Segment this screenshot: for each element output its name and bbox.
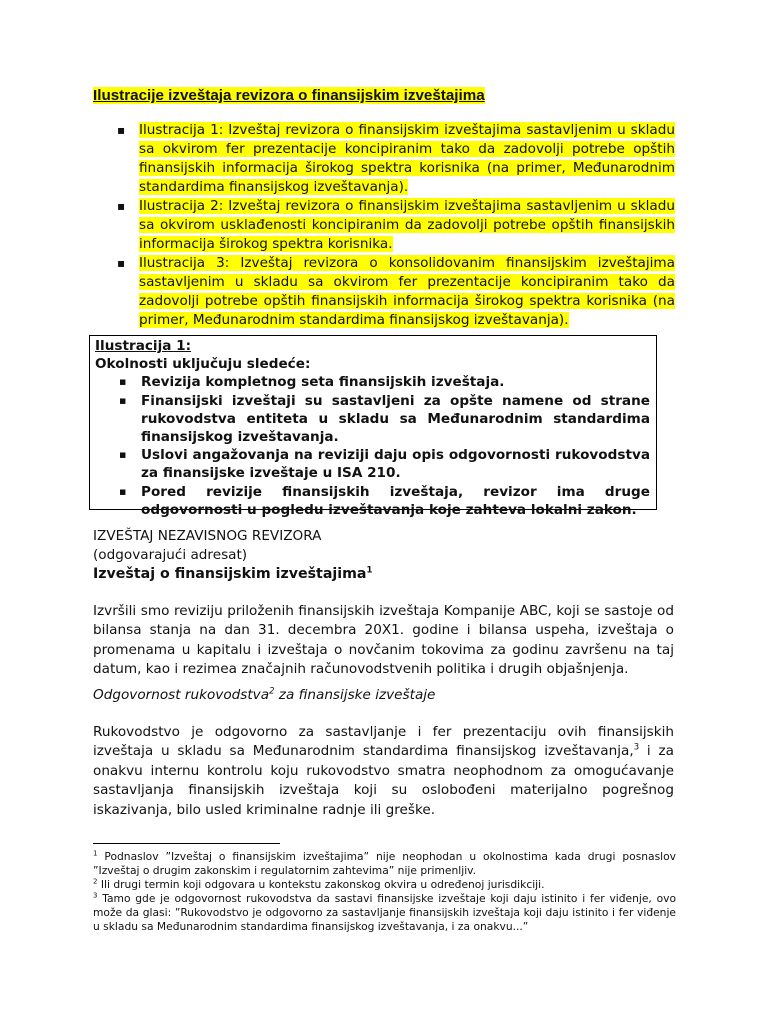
footnote-text: Podnaslov ”Izveštaj o finansijskim izveštajima” nije neophodan u okolnostima kada drugi posnaslov ”Izveštaj o drugim zakonskim i regulatornim zahtevima” nije primenljiv. (93, 850, 676, 877)
report-subheading-text: Izveštaj o finansijskim izveštajima (93, 566, 367, 582)
bullet-icon: ▪ (119, 375, 127, 389)
footnote-2 (93, 878, 676, 892)
illustrations-list (117, 121, 675, 330)
illustration-text: Ilustracija 1: Izveštaj revizora o finansijskim izveštajima sastavljenim u skladu sa okvirom fer prezentacije koncipiranim tako da zadovolji potrebe opštih finansijskih informacija širokog spektra korisnika (na primer, Međunarodnim standardima finansijskog izveštavanja). (139, 122, 675, 195)
intro-paragraph: Izvršili smo reviziju priloženih finansijskih izveštaja Kompanije ABC, koji se sastoje od bilansa stanja na dan 31. decembra 20X1. godine i bilansa uspeha, izveštaja o promenama u kapitalu i izveštaja o novčanim tokovima za godinu završenu na taj datum, kao i rezimea značajnih računovodstvenih politika i drugih objašnjenja. (93, 603, 674, 678)
bullet-icon: ▪ (119, 393, 127, 407)
document-title (93, 87, 485, 104)
bullet-icon: ▪ (117, 199, 126, 213)
circumstance-text: Revizija kompletnog seta finansijskih izveštaja. (141, 374, 505, 391)
bullet-icon: ▪ (119, 484, 127, 498)
responsibility-paragraph (93, 723, 674, 820)
footnote-1 (93, 850, 676, 878)
illustration-item-3 (117, 254, 675, 330)
circumstances-list (95, 373, 650, 519)
footnote-number: 1 (93, 849, 98, 858)
circumstance-text: Pored revizije finansijskih izveštaja, revizor ima druge odgovornosti u pogledu izveštavanja koje zahteva lokalni zakon. (141, 483, 650, 518)
box-title: Ilustracija 1: (95, 338, 192, 354)
bullet-icon: ▪ (117, 256, 126, 270)
report-addressee: (odgovarajući adresat) (93, 547, 248, 563)
report-subheading (93, 565, 372, 584)
circumstance-item (119, 373, 650, 391)
report-heading: IZVEŠTAJ NEZAVISNOG REVIZORA (93, 528, 322, 544)
responsibility-text: Rukovodstvo je odgovorno za sastavljanje i fer prezentaciju ovih finansijskih izveštaja u skladu sa Međunarodnim standardima finansijskog izveštavanja, (93, 724, 674, 760)
footnote-ref-3: 3 (633, 742, 640, 753)
footnote-ref-2: 2 (269, 686, 275, 697)
responsibility-heading (93, 687, 435, 703)
illustration-text: Ilustracija 2: Izveštaj revizora o finansijskim izveštajima sastavljenim u skladu sa okvirom usklađenosti koncipiranim da zadovolji potrebe opštih finansijskih informacija širokog spektra korisnika. (139, 198, 675, 252)
footnote-number: 2 (93, 877, 98, 886)
circumstance-item (119, 446, 650, 482)
bullet-icon: ▪ (117, 123, 126, 137)
footnote-ref-1: 1 (366, 565, 373, 576)
report-header (93, 527, 372, 584)
responsibility-heading-text: Odgovornost rukovodstva (93, 687, 270, 703)
illustration-text: Ilustracija 3: Izveštaj revizora o konsolidovanim finansijskim izveštajima sastavljenim u skladu sa okvirom fer prezentacije koncipiranim tako da zadovolji potrebe opštih finansijskih informacija širokog spektra korisnika (na primer, Međunarodnim standardima finansijskog izveštavanja). (139, 255, 675, 328)
box-subtitle: Okolnosti uključuju sledeće: (95, 356, 311, 373)
footnote-text: Tamo gde je odgovornost rukovodstva da sastavi finansijske izveštaje koji daju istinito i fer viđenje, ovo može da glasi: ”Rukovodstvo je odgovorno za sastavljanje finansijskih izveštaja koji daju istinito i fer viđenje u skladu sa Međunarodnim standardima finansijskog izveštavanja, i za onakvu...” (93, 892, 676, 933)
footnote-number: 3 (93, 891, 98, 900)
circumstance-item (119, 483, 650, 519)
footnote-divider (93, 843, 280, 844)
illustration-1-box (89, 335, 657, 518)
circumstance-text: Uslovi angažovanja na reviziji daju opis odgovornosti rukovodstva za finansijske izveštaje u ISA 210. (141, 447, 650, 482)
illustration-item-1 (117, 121, 675, 197)
circumstance-item (119, 392, 650, 447)
footnote-3 (93, 892, 676, 934)
illustration-item-2 (117, 197, 675, 254)
footnote-text: Ili drugi termin koji odgovara u kontekstu zakonskog okvira u određenoj jurisdikciji. (97, 878, 545, 891)
circumstance-text: Finansijski izveštaji su sastavljeni za opšte namene od strane rukovodstva entiteta u skladu sa Međunarodnim standardima finansijskog izveštavanja. (141, 392, 650, 446)
bullet-icon: ▪ (119, 448, 127, 462)
responsibility-text-tail: i za onakvu internu kontrolu koju rukovodstvo smatra neophodnom za omogućavanje sastavljanja finansijskih izveštaja koji su oslobođeni materijalno pogrešnog iskazivanja, bilo usled kriminalne radnje ili greške. (93, 743, 674, 818)
responsibility-heading-tail: za finansijske izveštaje (274, 687, 436, 703)
document-title-text: Ilustracije izveštaja revizora o finansijskim izveštajima (93, 87, 485, 104)
